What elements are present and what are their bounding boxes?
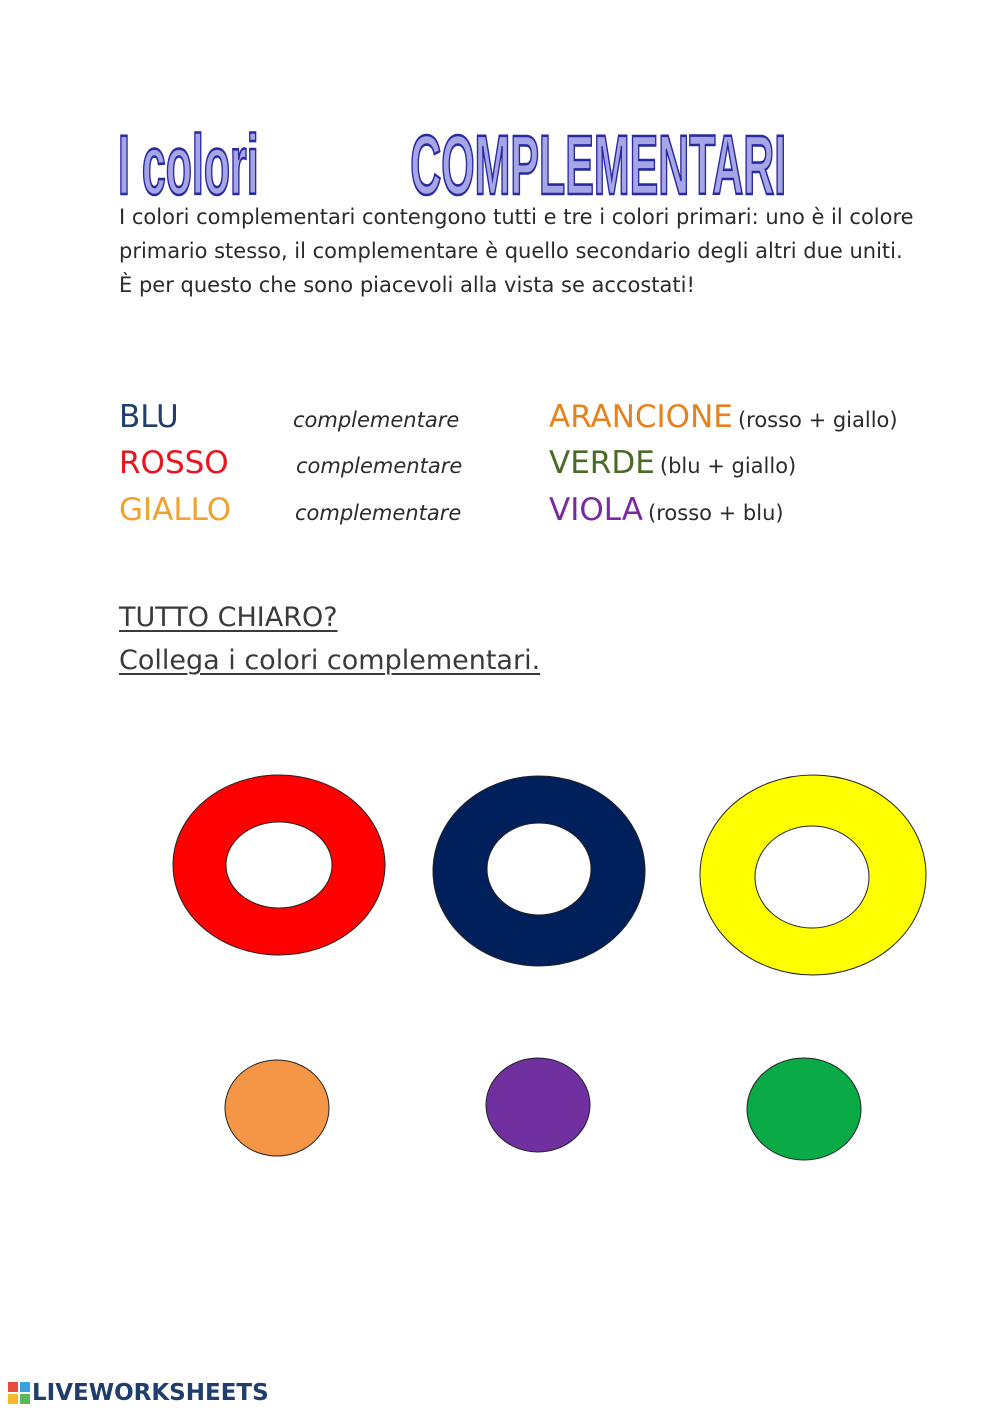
intro-paragraph-2: È per questo che sono piacevoli alla vista se accostati!: [119, 273, 695, 297]
title-part-1: I colori: [118, 119, 259, 202]
pair-row-giallo: [119, 490, 979, 534]
complementare-word: complementare: [296, 454, 463, 478]
intro-text: [119, 200, 949, 302]
color-mix: (blu + giallo): [659, 454, 797, 478]
color-mix: (rosso + giallo): [737, 408, 898, 432]
worksheet-title: [110, 112, 950, 202]
secondary-color-name: VERDE: [549, 445, 655, 481]
matching-area: [0, 760, 1000, 1180]
pair-row-blu: [119, 397, 979, 441]
complementare-word: complementare: [295, 501, 462, 525]
secondary-color-name: ARANCIONE: [549, 399, 733, 435]
title-part-2: COMPLEMENTARI: [410, 119, 787, 202]
task-question: TUTTO CHIARO?: [119, 602, 338, 633]
red-ring-hole: [226, 822, 332, 908]
color-mix: (rosso + blu): [648, 501, 784, 525]
purple-dot[interactable]: [486, 1058, 590, 1152]
blue-ring-hole: [487, 823, 591, 915]
green-dot[interactable]: [747, 1058, 861, 1160]
yellow-ring-hole: [755, 826, 869, 928]
primary-color-name: GIALLO: [119, 492, 232, 528]
brand-name: LIVEWORKSHEETS: [32, 1380, 269, 1406]
pair-row-rosso: [119, 443, 979, 487]
secondary-color: [549, 490, 784, 530]
complementare-word: complementare: [293, 408, 460, 432]
primary-color-name: ROSSO: [119, 445, 229, 481]
intro-paragraph-1: I colori complementari contengono tutti e tre i colori primari: uno è il colore primario stesso, il complementare è quello secondario degli altri due uniti.: [119, 205, 914, 263]
task-instruction: Collega i colori complementari.: [119, 645, 541, 676]
primary-color-name: BLU: [119, 399, 179, 435]
liveworksheets-brand: [8, 1380, 269, 1406]
orange-dot[interactable]: [225, 1060, 329, 1156]
secondary-color: [549, 443, 796, 483]
liveworksheets-logo-icon: [8, 1382, 30, 1404]
secondary-color-name: VIOLA: [549, 492, 643, 528]
secondary-color: [549, 397, 898, 437]
